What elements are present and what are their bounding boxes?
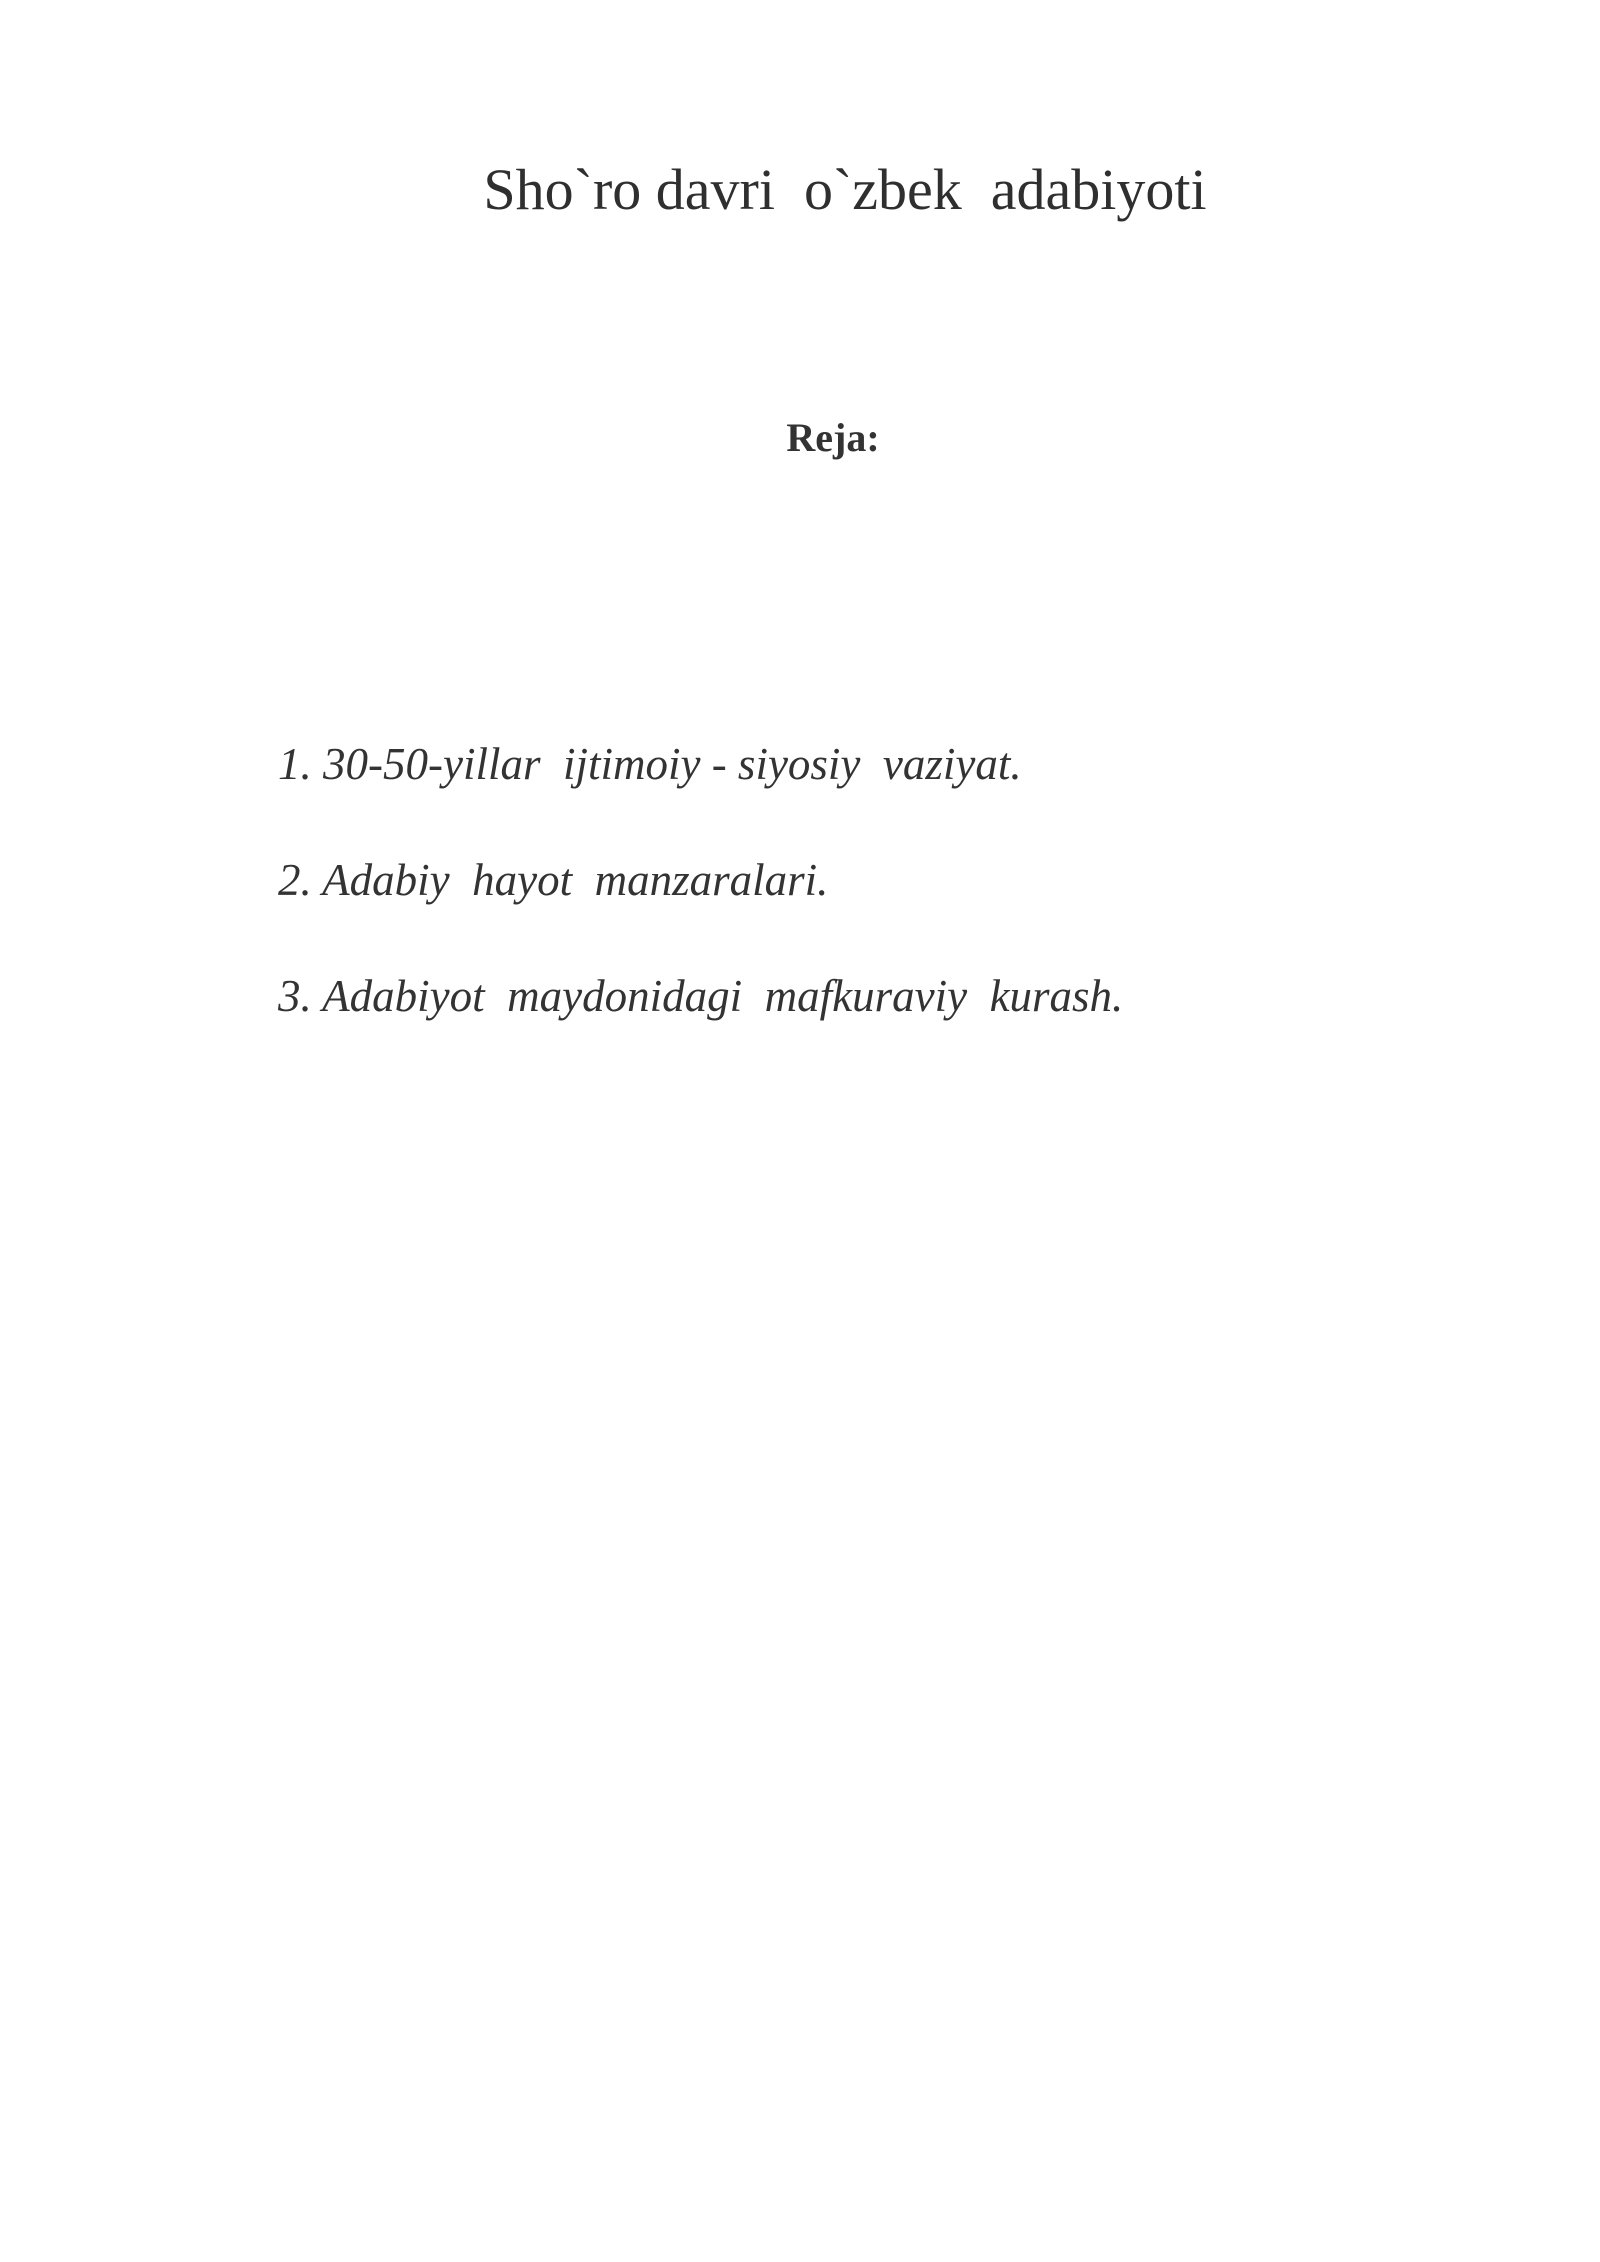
plan-list <box>278 734 1123 1082</box>
plan-heading: Reja: <box>786 415 880 460</box>
plan-item-1: 1. 30-50-yillar ijtimoiy - siyosiy vaziyat. <box>278 739 1022 789</box>
plan-item-2: 2. Adabiy hayot manzaralari. <box>278 855 829 905</box>
document-title: Sho`ro davri o`zbek adabiyoti <box>483 157 1207 222</box>
plan-item-3: 3. Adabiyot maydonidagi mafkuraviy kurash. <box>278 971 1124 1021</box>
